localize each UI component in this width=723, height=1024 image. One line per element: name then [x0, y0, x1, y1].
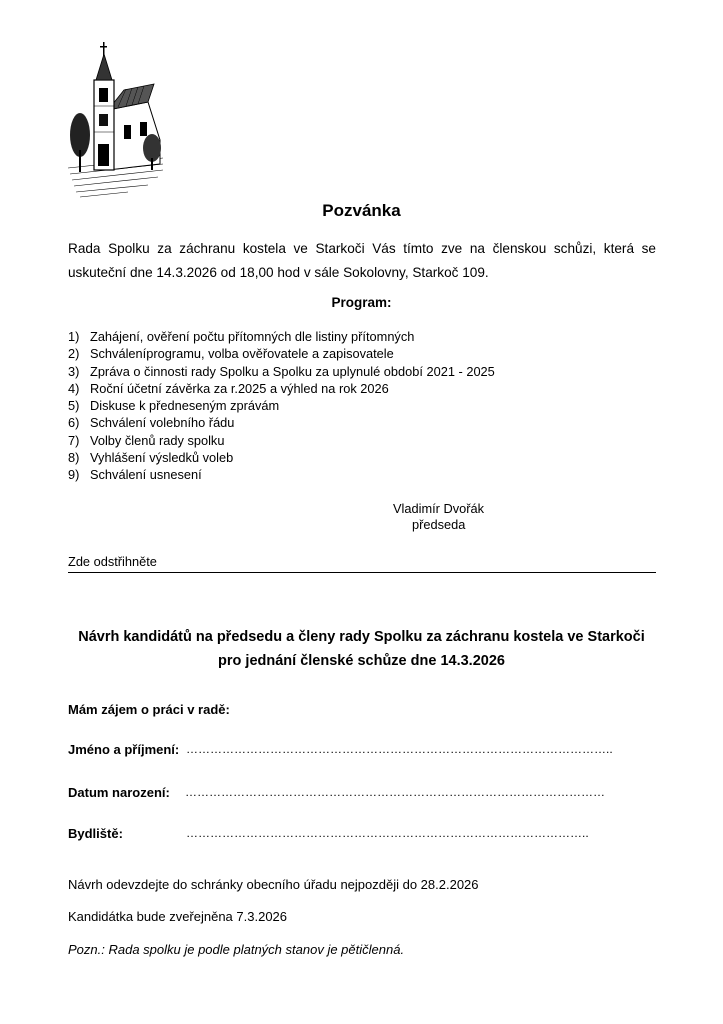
signer-name: Vladimír Dvořák [393, 501, 485, 516]
publish-note: Kandidátka bude zveřejněna 7.3.2026 [68, 909, 288, 924]
church-illustration [68, 40, 163, 200]
birthdate-field-label: Datum narození: [68, 785, 170, 800]
return-note: Návrh odevzdejte do schránky obecního úřadu nejpozději do 28.2.2026 [68, 877, 479, 892]
birthdate-field-dots[interactable]: …………………………………………………………………………………………… [185, 785, 605, 799]
footnote: Pozn.: Rada spolku je podle platných stanov je pětičlenná. [68, 942, 405, 957]
proposal-title-line2: pro jednání členské schůze dne 14.3.2026 [218, 653, 505, 669]
program-item: 2) Schváleníprogramu, volba ověřovatele a zapisovatele [68, 346, 394, 362]
invitation-intro: Rada Spolku za záchranu kostela ve Starkoči Vás tímto zve na členskou schůzi, která se uskuteční dne 14.3.2026 od 18,00 hod v sále Sokolovny, Starkoč 109. [68, 241, 656, 280]
name-field-label: Jméno a příjmení: [68, 742, 180, 757]
address-field-label: Bydliště: [68, 826, 123, 841]
signature-block [393, 501, 523, 533]
interest-label: Mám zájem o práci v radě: [68, 702, 230, 717]
program-item: 9) Schválení usnesení [68, 467, 202, 483]
program-item: 3) Zpráva o činnosti rady Spolku a Spolku za uplynulé období 2021 - 2025 [68, 363, 495, 379]
proposal-title [0, 625, 723, 673]
program-heading: Program: [331, 295, 392, 310]
program-item: 6) Schválení volebního řádu [68, 415, 235, 431]
address-field-dots[interactable]: ……………………………………………………………………………………….. [186, 826, 589, 840]
signer-role: předseda [412, 517, 466, 532]
invitation-title: Pozvánka [322, 201, 401, 220]
cut-here-label: Zde odstřihněte [68, 554, 157, 569]
program-item: 5) Diskuse k předneseným zprávám [68, 398, 280, 414]
program-list [68, 328, 495, 484]
program-item: 4) Roční účetní závěrka za r.2025 a výhled na rok 2026 [68, 380, 389, 396]
program-item: 1) Zahájení, ověření počtu přítomných dle listiny přítomných [68, 329, 415, 344]
cut-line [68, 572, 656, 573]
program-item: 8) Vyhlášení výsledků voleb [68, 450, 234, 466]
name-field-dots[interactable]: …………………………………………………………………………………………….. [186, 742, 613, 756]
proposal-title-line1: Návrh kandidátů na předsedu a členy rady Spolku za záchranu kostela ve Starkoči [78, 629, 645, 645]
program-item: 7) Volby členů rady spolku [68, 432, 225, 448]
